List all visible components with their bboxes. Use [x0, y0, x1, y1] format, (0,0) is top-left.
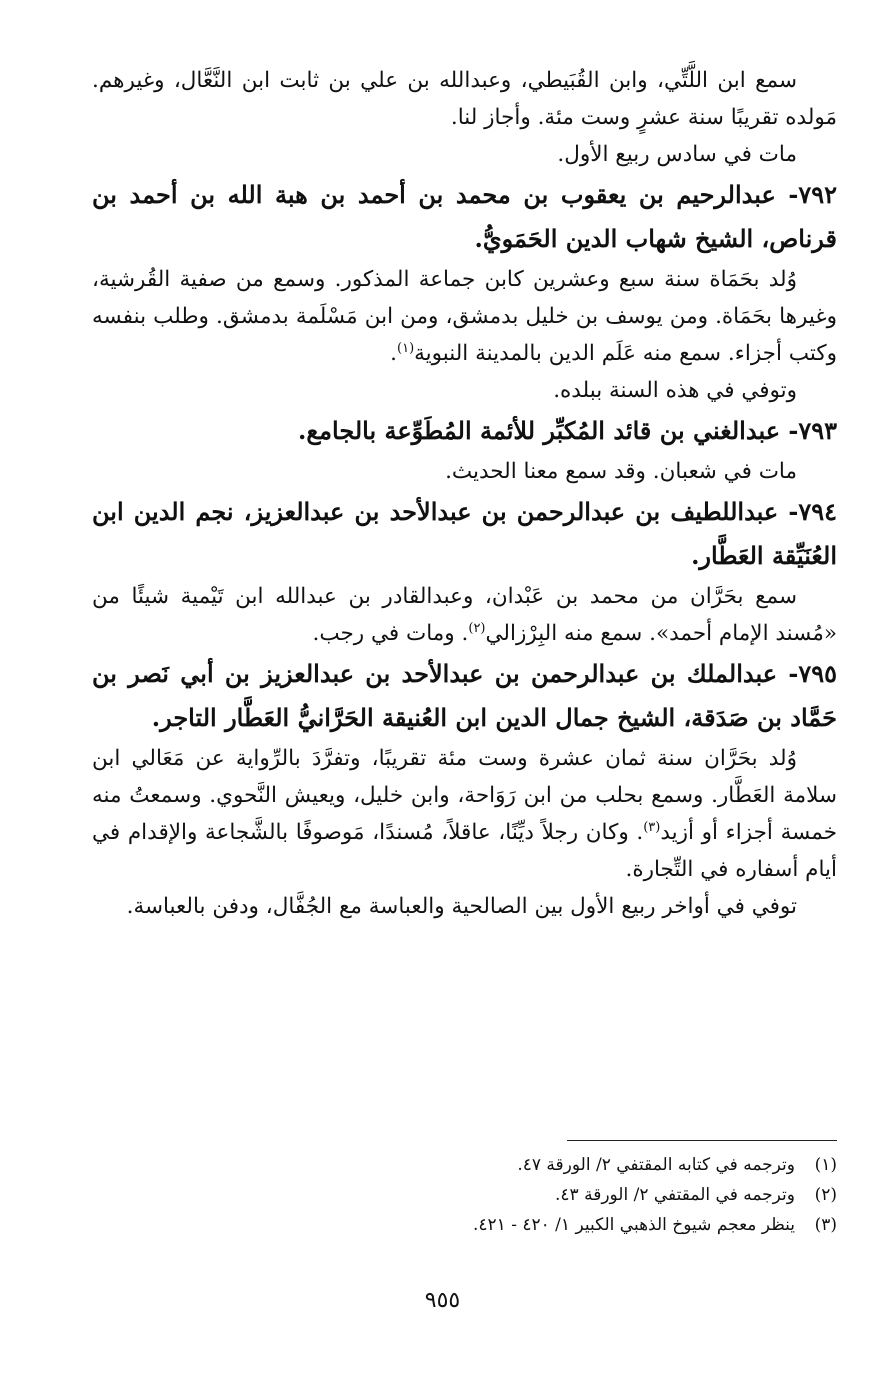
footnote-number: (٣): [814, 1215, 837, 1235]
entry-heading-793: [92, 409, 837, 453]
entry-heading-795: [92, 652, 837, 740]
footnote: [92, 1210, 837, 1240]
entry-heading-text: ٧٩٤- عبداللطيف بن عبدالرحمن بن عبدالأحد بن عبدالعزيز، نجم الدين ابن العُنَيِّقة العَطَّار.: [92, 497, 837, 570]
paragraph: [92, 578, 837, 652]
entry-heading-text: ٧٩٥- عبدالملك بن عبدالرحمن بن عبدالأحد بن عبدالعزيز بن أبي نَصر بن حَمَّاد بن صَدَقة، الشيخ جمال الدين ابن العُنيقة الحَرَّانيُّ العَطَّار التاجر.: [92, 659, 837, 732]
footnote-text: وترجمه في المقتفي ٢/ الورقة ٤٣.: [555, 1185, 795, 1205]
footnote-number: (٢): [814, 1185, 837, 1205]
paragraph-text: مات في شعبان. وقد سمع معنا الحديث.: [445, 459, 797, 484]
footnotes: [92, 1150, 837, 1240]
paragraph-text: وُلد بحَرَّان سنة ثمان عشرة وست مئة تقريبًا، وتفرَّدَ بالرِّواية عن مَعَالي ابن سلامة العَطَّار. وسمع بحلب من ابن رَوَاحة، وابن خليل، ويعيش النَّحوي. وسمعتُ منه خمسة أجزاء أو أزيد: [92, 746, 837, 845]
paragraph-text: توفي في أواخر ربيع الأول بين الصالحية والعباسة مع الجُفَّال، ودفن بالعباسة.: [126, 894, 797, 919]
paragraph: [92, 136, 837, 173]
paragraph-text: .: [390, 341, 397, 366]
paragraph-text: . ومات في رجب.: [312, 621, 469, 646]
footnote-text: وترجمه في كتابه المقتفي ٢/ الورقة ٤٧.: [517, 1155, 795, 1175]
footnote-number: (١): [814, 1155, 837, 1175]
paragraph-text: وتوفي في هذه السنة ببلده.: [553, 378, 797, 403]
entry-heading-794: [92, 490, 837, 578]
footnote-text: ينظر معجم شيوخ الذهبي الكبير ١/ ٤٢٠ - ٤٢١.: [472, 1215, 795, 1235]
entry-heading-text: ٧٩٣- عبدالغني بن قائد المُكبِّر للأئمة المُطَوِّعة بالجامع.: [298, 416, 837, 445]
paragraph: [92, 62, 837, 136]
main-text: [92, 62, 837, 925]
footnote: [92, 1150, 837, 1180]
paragraph: [92, 261, 837, 372]
paragraph-text: وُلد بحَمَاة سنة سبع وعشرين كابن جماعة المذكور. وسمع من صفية القُرشية، وغيرها بحَمَاة. ومن يوسف بن خليل بدمشق، ومن ابن مَسْلَمة بدمشق. وطلب بنفسه وكتب أجزاء. سمع منه عَلَم الدين بالمدينة النبوية: [92, 267, 837, 366]
footnote-marker: (٢): [468, 620, 486, 636]
entry-heading-792: [92, 173, 837, 261]
paragraph-text: . وكان رجلاً ديِّنًا، عاقلاً، مُسندًا، مَوصوفًا بالشَّجاعة والإقدام في أيام أسفاره في التِّجارة.: [92, 820, 837, 882]
entry-heading-text: ٧٩٢- عبدالرحيم بن يعقوب بن محمد بن أحمد بن هبة الله بن أحمد بن قرناص، الشيخ شهاب الدين الحَمَويُّ.: [92, 180, 837, 253]
paragraph-text: سمع بحَرَّان من محمد بن عَبْدان، وعبدالقادر بن عبدالله ابن تَيْمية شيئًا من «مُسند الإمام أحمد». سمع منه البِرْزالي: [92, 584, 837, 646]
footnote-marker: (١): [397, 340, 415, 356]
paragraph: [92, 372, 837, 409]
page-number: ٩٥٥: [424, 1288, 461, 1313]
footnote-marker: (٣): [643, 819, 661, 835]
footnote-divider: [567, 1140, 837, 1141]
paragraph-text: سمع ابن اللَّتِّي، وابن القُبَيطي، وعبدالله بن علي بن ثابت ابن النَّعَّال، وغيرهم. مَولده تقريبًا سنة عشرٍ وست مئة. وأجاز لنا.: [92, 68, 837, 130]
paragraph-text: مات في سادس ربيع الأول.: [557, 142, 797, 167]
paragraph: [92, 888, 837, 925]
footnote: [92, 1180, 837, 1210]
paragraph: [92, 740, 837, 888]
paragraph: [92, 453, 837, 490]
